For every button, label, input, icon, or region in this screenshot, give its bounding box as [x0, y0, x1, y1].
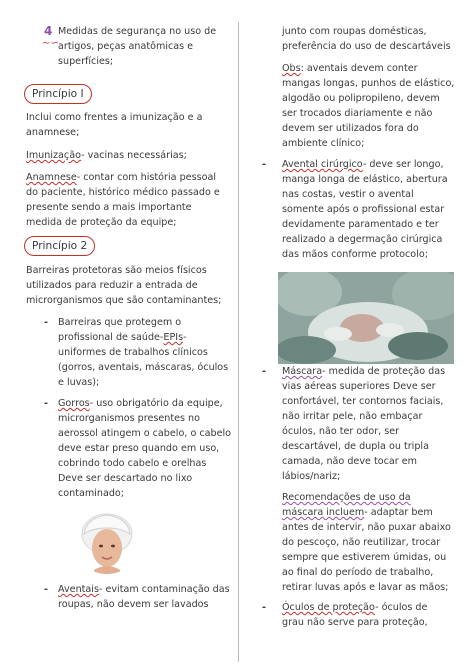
obs-rest: : aventais devem conter: [300, 63, 418, 74]
principio-1-label: Princípio I: [24, 84, 92, 104]
hair-cap-photo: [72, 504, 142, 574]
item4-line: artigos, peças anatômicas e: [58, 41, 194, 52]
bullet1-line: Barreiras que protegem o: [58, 317, 182, 328]
imunizacao-line: [26, 148, 187, 163]
wavy-mark: ∼∽: [42, 38, 59, 49]
aventais-line: [58, 582, 230, 597]
obs-line: ser trocados diariamente e não: [282, 108, 433, 119]
column-divider: [238, 22, 239, 662]
anamnese-rest: - contar com história pessoal: [76, 172, 216, 183]
mascara-line: óculos, não ter odor, ser: [282, 426, 400, 437]
surgery-photo: [278, 272, 454, 364]
mascara-line: não irritar pele, não embaçar: [282, 411, 423, 422]
avental-line: realizado a degermação cirúrgica: [282, 234, 443, 245]
gorros-rest: - uso obrigatório da equipe,: [89, 398, 223, 409]
mascara-line: camada, não deve tocar em: [282, 456, 417, 467]
aventais-rest: - evitam contaminação das: [98, 584, 230, 595]
top-line: junto com roupas domésticas,: [282, 26, 427, 37]
mascara-line: descartável, de dupla ou tripla: [282, 441, 429, 452]
bullet-dash: -: [262, 602, 266, 613]
epis-term: EPIs: [163, 332, 184, 343]
principio-2-label: Princípio 2: [24, 236, 95, 256]
mascara-line: confortável, ter contornos faciais,: [282, 396, 444, 407]
mascara-rest: - medida de proteção das: [322, 366, 446, 377]
recom-rest: - adaptar bem: [364, 507, 433, 518]
avental-line: manga longa de elástico, abertura: [282, 174, 448, 185]
avental-line: das mãos conforme protocolo;: [282, 249, 428, 260]
gorros-line: aerossol atingem o cabelo, o cabelo: [58, 428, 232, 439]
gorros-line: contaminado;: [58, 488, 125, 499]
recomendacoes-line: sempre que estiverem úmidas, ou: [282, 552, 447, 563]
bullet1-line: e luvas);: [58, 377, 100, 388]
p2-line: utilizados para reduzir a entrada de: [26, 280, 198, 291]
item4-line: Medidas de segurança no uso de: [58, 26, 217, 37]
obs-line: devem ser utilizados fora do: [282, 123, 419, 134]
obs-line: ambiente clínico;: [282, 138, 365, 149]
recomendacoes-line: retirar luvas após e lavar as mãos;: [282, 582, 449, 593]
oculos-term: Óculos de proteção: [282, 602, 376, 613]
bullet-dash: -: [262, 366, 266, 377]
bullet1-post: -: [183, 332, 187, 343]
gorros-line: cobrindo todo cabelo e orelhas: [58, 458, 207, 469]
bullet1-line: uniformes de trabalhos clínicos: [58, 347, 208, 358]
bullet1-line: [58, 330, 187, 345]
aventais-term: Aventais: [58, 584, 99, 595]
mascara-term: Máscara: [282, 366, 323, 377]
p1-line: Inclui como frentes a imunização e a: [26, 112, 203, 123]
bullet1-pre: profissional de saúde-: [58, 332, 164, 343]
avental-line: somente após o profissional estar: [282, 204, 445, 215]
top-line: preferência do uso de descartáveis: [282, 41, 451, 52]
item-number-4: 4: [44, 24, 53, 38]
oculos-line: [282, 600, 427, 615]
recomendacoes-line: [282, 505, 433, 520]
bullet-dash: -: [44, 317, 48, 328]
gorros-line: [58, 396, 223, 411]
gorros-line: deve estar preso quando em uso,: [58, 443, 220, 454]
recomendacoes-line: ao final do período de trabalho,: [282, 567, 434, 578]
gorros-line: microrganismos presentes no: [58, 413, 201, 424]
bullet-dash: -: [44, 398, 48, 409]
anamnese-line: [26, 170, 216, 185]
obs-term: Obs: [282, 63, 301, 74]
recomendacoes-term: Recomendações de uso da: [282, 492, 411, 503]
obs-line: mangas longas, punhos de elástico,: [282, 78, 455, 89]
avental-line: [282, 157, 444, 172]
imunizacao-rest: - vacinas necessárias;: [81, 150, 187, 161]
aventais-line: roupas, não devem ser lavados: [58, 599, 209, 610]
p1-line: anamnese;: [26, 127, 80, 138]
anamnese-term: Anamnese: [26, 172, 77, 183]
avental-rest: - deve ser longo,: [362, 159, 444, 170]
anamnese-line: do paciente, histórico médico passado e: [26, 187, 220, 198]
obs-line: algodão ou polipropileno, devem: [282, 93, 440, 104]
oculos-rest: - óculos de: [375, 602, 428, 613]
gorros-line: Deve ser descartado no lixo: [58, 473, 193, 484]
anamnese-line: medida de proteção da equipe;: [26, 217, 177, 228]
anamnese-line: presente sendo a mais importante: [26, 202, 192, 213]
avental-line: nas costas, vestir o avental: [282, 189, 414, 200]
bullet-dash: -: [262, 159, 266, 170]
mascara-line: lábios/nariz;: [282, 471, 341, 482]
recomendacoes-line: [282, 490, 411, 505]
mascara-line: [282, 364, 445, 379]
avental-line: devidamente paramentado e ter: [282, 219, 439, 230]
bullet1-line: (gorros, aventais, máscaras, óculos: [58, 362, 229, 373]
bullet-dash: -: [44, 584, 48, 595]
mascara-line: vias aéreas superiores Deve ser: [282, 381, 436, 392]
oculos-line: grau não serve para proteção,: [282, 617, 428, 628]
p2-line: Barreiras protetoras são meios físicos: [26, 265, 207, 276]
recomendacoes-line: antes de intervir, não puxar abaixo: [282, 522, 451, 533]
surgery-illustration: [278, 272, 454, 364]
imunizacao-term: Imunização: [26, 150, 82, 161]
obs-line: [282, 61, 418, 76]
avental-term: Avental cirúrgico: [282, 159, 363, 170]
recomendacoes-line: do pescoço, não reutilizar, trocar: [282, 537, 441, 548]
item4-line: superfícies;: [58, 56, 114, 67]
hair-cap-illustration: [72, 504, 142, 574]
mascara-incluem-term: máscara incluem: [282, 507, 365, 518]
gorros-term: Gorros: [58, 398, 90, 409]
p2-line: microrganismos que são contaminantes;: [26, 295, 222, 306]
